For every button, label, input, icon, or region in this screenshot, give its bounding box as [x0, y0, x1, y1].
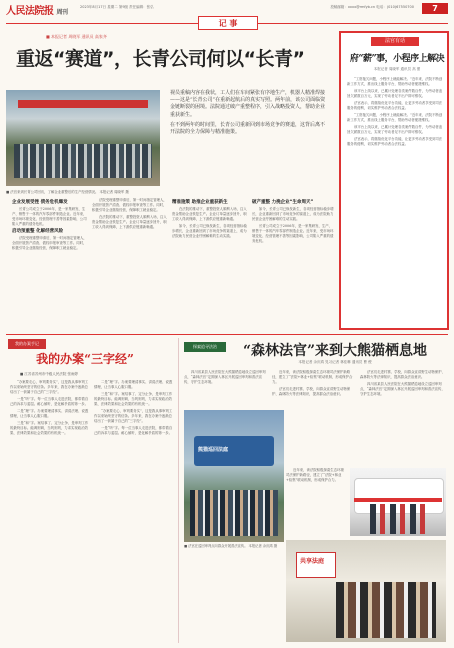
paragraph: 近年来，该法院积极探索生态环境司法保护新路径，建立了“法院+林业+检察”联动机制，形成保护合力。 — [272, 370, 353, 384]
paragraph: “办案要走心，审判要务实”，这是我从事审判工作以来始终坚守的信条。多年来，我在办案中逐渐总结出了一套属于自己的“三字经”。 — [10, 380, 89, 394]
feature-photo-bottom — [286, 540, 446, 642]
subhead: 启动预重整 化解经营风险 — [12, 229, 64, 234]
feature-tag: 探索追寻法治 — [184, 342, 226, 352]
main-story-byline: ■ 本报记者 周晓军 通讯员 高家齐 — [46, 34, 107, 39]
feature-photo-caption: ■ 法官在巡回审判点向群众开展普法宣传。 本报记者 余庆鸿 摄 — [184, 544, 278, 548]
crowd-image — [190, 490, 278, 536]
sidebar-body — [347, 77, 443, 325]
paragraph: 三是“和”字。案结事了、定分止争，是审判工作的最终目标。能调则调，当判则判，力求实现政治效果、法律效果和社会效果的有机统一。 — [94, 392, 173, 406]
main-story-headline[interactable]: 重返“赛道”，长青公司何以“长青” — [16, 48, 305, 70]
photo-banner — [18, 100, 148, 108]
paragraph: 二是“理”字。办案要理清事实、讲清法理、说透情理，让当事人心服口服。 — [10, 409, 89, 418]
logo-subtitle: 周刊 — [56, 9, 68, 16]
essay-author: ■ 江苏省苏州市中级人民法院 张雨婷 — [20, 372, 79, 376]
lead-paragraph-2: 在不到两年的时间里，长青公司重新回到市场竞争的赛道，这背后离不开法院的全力保障与精准施策。 — [170, 121, 326, 136]
essay-column-1 — [10, 380, 90, 642]
paragraph: 法官表示，将继续优化平台功能，让更多劳动者享受到司法服务的便利，切实维护劳动者合法权益。 — [347, 137, 443, 146]
feature-headline[interactable]: “森林法官”来到大熊猫栖息地 — [242, 343, 428, 359]
paragraph: 四川省某县人民法院在大熊猫栖息地设立巡回审判点，“森林法官”定期深入林区开展巡回审判和普法宣传，守护生态环境。 — [360, 382, 445, 396]
subhead: 精准施策 助推企业重获新生 — [172, 200, 228, 205]
page-number: 7 — [422, 3, 448, 14]
paragraph: 二是“理”字。办案要理清事实、讲清法理、说透情理，让当事人心服口服。 — [94, 380, 173, 389]
paragraph: 法院受理重整申请后，第一时间指定管理人，全面开展资产清查、债权申报审查等工作。同时，积极引导企业继续经营，保障职工就业稳定。 — [12, 236, 87, 250]
paragraph: 法官们走进村寨、学校，向群众宣讲野生动物保护、森林防火等法律知识，提高群众法治意识。 — [360, 370, 445, 379]
feature-photo-right — [350, 468, 446, 536]
paragraph: “工资拖欠问题，小程序上就能解决。”近年来，法院不断创新工作方式，推出线上服务平台，帮助劳动者便捷维权。 — [347, 113, 443, 122]
essay-column-tag: 我的办案手记 — [8, 339, 46, 349]
essay-column-2 — [94, 380, 174, 642]
bus-sign-text: 熊猫巡回法庭 — [198, 447, 229, 453]
logo-text: 人民法院报 — [6, 6, 54, 17]
people-image — [336, 582, 436, 638]
main-story-photo-caption: ■ 法官来到长青公司回访，了解企业重整后的生产经营情况。 本报记者 周晓军 摄 — [6, 190, 129, 194]
feature-column-1 — [184, 370, 268, 408]
paragraph: 如今，长青公司已焕发新生，各项经营指标稳步增长，企业重新回到了市场竞争的赛道上，成为法院助力民营企业纾困解难的生动实践。 — [252, 207, 334, 221]
photo-people — [14, 144, 152, 178]
lead-paragraph: 视员重稿内容在我状，工人们在车间紧张有序地生产，机器人精准焊接——这是“长青公司”在重新起航后的真实写照。两年前，该公司面临资金链断裂的困境。法院通过破产重整程序，引入战略投资人，帮助企业重获新生。 — [170, 90, 326, 118]
sidebar-headline[interactable]: 府“薪”事，小程序上解决 — [349, 54, 445, 64]
paragraph: 如今，长青公司已焕发新生，各项经营指标稳步增长，企业重新回到了市场竞争的赛道上，成为法院助力民营企业纾困解难的生动实践。 — [172, 224, 247, 238]
section-divider — [6, 334, 448, 335]
paragraph: 三是“和”字。案结事了、定分止争，是审判工作的最终目标。能调则调，当判则判，力求实现政治效果、法律效果和社会效果的有机统一。 — [10, 421, 89, 435]
main-story-column-1 — [12, 198, 88, 330]
sidebar-story — [339, 31, 449, 330]
paragraph: 该平台上线以来，已累计处理各类案件数百件，为劳动者追回欠薪数百万元，实现了劳动者足不出户即可维权。 — [347, 89, 443, 98]
paragraph: “工资拖欠问题，小程序上就能解决。”近年来，法院不断创新工作方式，推出线上服务平台，帮助劳动者便捷维权。 — [347, 77, 443, 86]
subhead: 破产重整 力挽企业“生命周天” — [252, 200, 314, 205]
shared-court-sign-text: 共享法庭 — [300, 558, 325, 565]
paragraph: 长青公司成立于2006年，是一家集研发、生产、销售于一体的汽车零部件制造企业。近年来，受市场环境变化、经营管理不善等因素影响，公司陷入严重的债务危机。 — [252, 224, 334, 243]
paragraph: 一是“听”字。每一位当事人走进法院，都带着自己的诉求与委屈。耐心倾听，是化解矛盾的第一步。 — [10, 397, 89, 406]
feature-column-4 — [286, 468, 346, 538]
main-story-lead — [170, 90, 326, 136]
paragraph: 在法院的推动下，重整投资人顺利入场，注入资金帮助企业恢复生产。企业订单量逐步回升，职工收入得到保障，上下游供应链重新畅通。 — [172, 207, 247, 221]
issue-date: 2023年8月17日 星期二 第9版 责任编辑：张弘 — [80, 5, 154, 9]
main-story-photo — [6, 90, 160, 186]
masthead — [0, 0, 454, 16]
feature-photo-left — [184, 410, 284, 542]
essay-title[interactable]: 我的办案“三字经” — [36, 352, 134, 366]
feature-column-2 — [272, 370, 356, 464]
main-story-column-2 — [92, 198, 168, 330]
people-image — [370, 504, 430, 534]
section-title: 记 事 — [198, 16, 258, 30]
column-separator — [178, 338, 179, 643]
paragraph: 一是“听”字。每一位当事人走进法院，都带着自己的诉求与委屈。耐心倾听，是化解矛盾的第一步。 — [94, 426, 173, 435]
newspaper-logo — [6, 2, 68, 17]
paragraph: 法官表示，将继续优化平台功能，让更多劳动者享受到司法服务的便利，切实维护劳动者合法权益。 — [347, 101, 443, 110]
feature-column-3 — [360, 370, 446, 464]
sidebar-tag: 法官有话 — [371, 37, 419, 46]
contact-info: 投稿邮箱：xxxx@rmfyb.cn 电话：(010)67550700 — [330, 5, 414, 9]
paragraph: 法院受理重整申请后，第一时间指定管理人，全面开展资产清查、债权申报审查等工作。同时，积极引导企业继续经营，保障职工就业稳定。 — [92, 198, 167, 212]
main-story-column-4 — [252, 198, 334, 330]
paragraph: 法官们走进村寨、学校，向群众宣讲野生动物保护、森林防火等法律知识，提高群众法治意识。 — [272, 387, 351, 396]
paragraph: 近年来，该法院积极探索生态环境司法保护新路径，建立了“法院+林业+检察”联动机制，形成保护合力。 — [286, 468, 344, 482]
train-stripe — [354, 498, 442, 502]
paragraph: 四川省某县人民法院在大熊猫栖息地设立巡回审判点，“森林法官”定期深入林区开展巡回审判和普法宣传，守护生态环境。 — [184, 370, 266, 384]
paragraph: 该平台上线以来，已累计处理各类案件数百件，为劳动者追回欠薪数百万元，实现了劳动者足不出户即可维权。 — [347, 125, 443, 134]
main-story-column-3 — [172, 198, 248, 330]
paragraph: 长青公司成立于2006年，是一家集研发、生产、销售于一体的汽车零部件制造企业。近年来，受市场环境变化、经营管理不善等因素影响，公司陷入严重的债务危机。 — [12, 207, 87, 226]
sidebar-byline: 本报记者 周晓军 通讯员 高 蕾 — [373, 67, 421, 71]
paragraph: “办案要走心，审判要务实”，这是我从事审判工作以来始终坚守的信条。多年来，我在办案中逐渐总结出了一套属于自己的“三字经”。 — [94, 409, 173, 423]
subhead: 企业发展受挫 债务危机爆发 — [12, 200, 68, 205]
feature-byline: 本报记者 余庆鸿 见习记者 林佳琳 通讯员 曹 俊 — [298, 360, 372, 364]
paragraph: 在法院的推动下，重整投资人顺利入场，注入资金帮助企业恢复生产。企业订单量逐步回升，职工收入得到保障，上下游供应链重新畅通。 — [92, 215, 167, 229]
